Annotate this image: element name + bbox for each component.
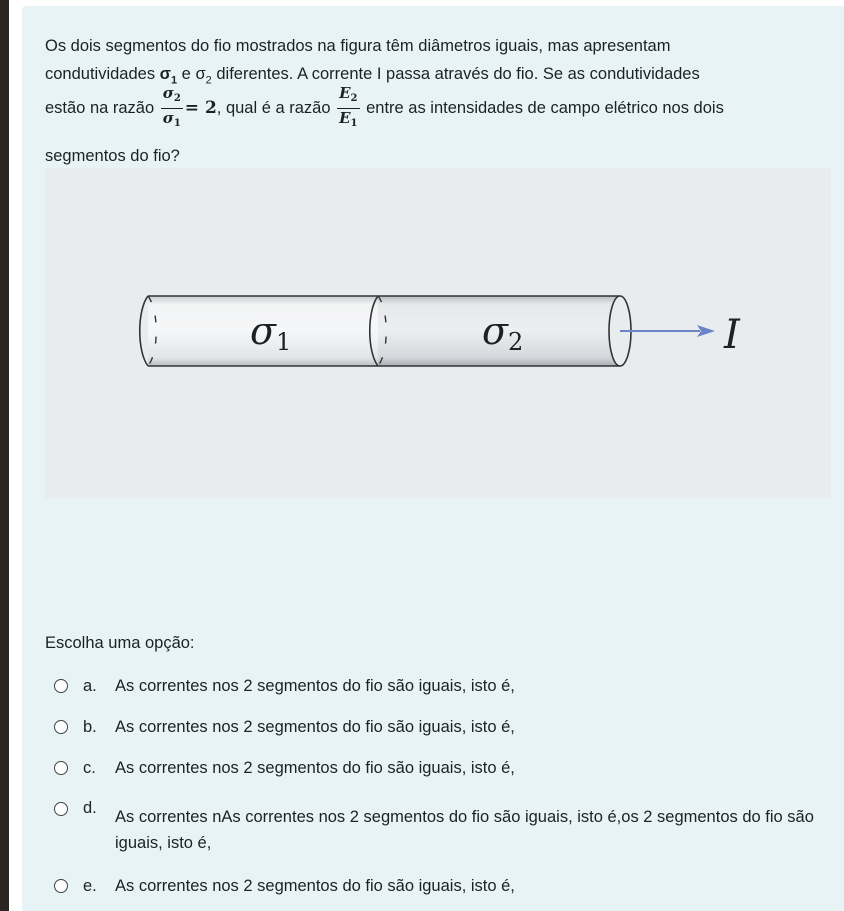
sigma-1-label: σ1: [250, 309, 292, 356]
option-text: As correntes nos 2 segmentos do fio são iguais, isto é,: [115, 759, 515, 777]
radio-option-d[interactable]: [54, 802, 68, 816]
option-text: As correntes nos 2 segmentos do fio são iguais, isto é,: [115, 718, 515, 736]
question-line-3: estão na razão $\frac{\sigma_2}{\sigma_1}$ = 2, qual é a razão $\frac{E_2}{E_1}$ entre as intensidades de campo elétrico nos dois: [45, 85, 724, 132]
radio-option-b[interactable]: [54, 720, 68, 734]
wire-left-end-front: [140, 296, 148, 366]
radio-option-e[interactable]: [54, 879, 68, 893]
option-letter: e.: [83, 877, 97, 895]
question-line-2: condutividades $\sigma_1$ e $\sigma_2$ diferentes. A corrente I passa através do fio. Se as condutividades: [45, 65, 700, 87]
current-label: I: [724, 312, 740, 358]
wire-figure: [45, 168, 831, 498]
option-letter: a.: [83, 677, 97, 695]
option-letter: d.: [83, 799, 97, 817]
sigma-ratio-fraction: $\frac{\sigma_2}{\sigma_1}$: [162, 84, 181, 129]
question-line-4: segmentos do fio?: [45, 147, 180, 165]
option-letter: b.: [83, 718, 97, 736]
window-left-edge: [0, 0, 9, 911]
radio-option-a[interactable]: [54, 679, 68, 693]
ratio-equals-two: = 2: [184, 98, 217, 118]
option-text: As correntes nos 2 segmentos do fio são iguais, isto é,: [115, 677, 515, 695]
sigma-2-symbol: $\sigma_2$: [195, 65, 212, 87]
option-text: As correntes nAs correntes nos 2 segmentos do fio são iguais, isto é,os 2 segmentos do fio são iguais, isto é,: [115, 808, 814, 852]
choose-option-label: Escolha uma opção:: [45, 634, 195, 652]
sigma-1-symbol: $\sigma_1$: [159, 65, 178, 87]
wire-diagram: [45, 168, 831, 498]
option-letter: c.: [83, 759, 96, 777]
option-text: As correntes nos 2 segmentos do fio são iguais, isto é,: [115, 877, 515, 895]
field-ratio-fraction: $\frac{E_2}{E_1}$: [339, 84, 358, 129]
radio-option-c[interactable]: [54, 761, 68, 775]
sigma-2-label: σ2: [482, 309, 524, 356]
question-line-1: Os dois segmentos do fio mostrados na figura têm diâmetros iguais, mas apresentam: [45, 37, 671, 55]
